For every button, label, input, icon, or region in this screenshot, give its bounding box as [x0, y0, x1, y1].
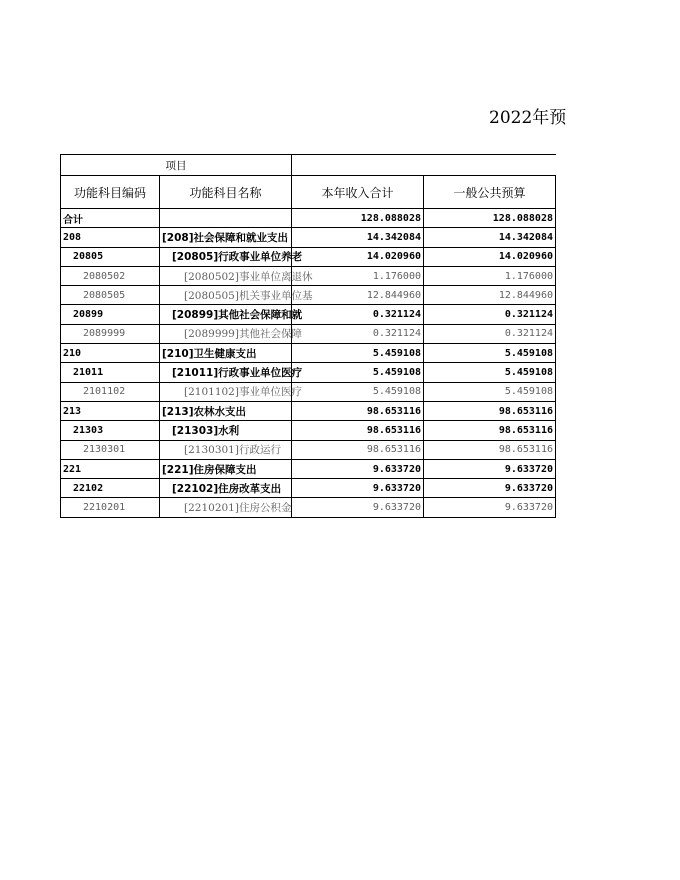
row-general-cell: 98.653116	[424, 440, 556, 459]
table-row	[61, 209, 556, 228]
table-row	[61, 286, 556, 305]
table-row	[61, 363, 556, 382]
row-code-cell: 20805	[61, 247, 160, 266]
row-general-cell: 9.633720	[424, 498, 556, 517]
row-total-cell: 5.459108	[292, 382, 424, 401]
row-code-cell: 2130301	[61, 440, 160, 459]
col-header-code: 功能科目编码	[61, 176, 160, 209]
group-header-blank	[292, 155, 556, 176]
col-header-name: 功能科目名称	[160, 176, 292, 209]
row-total-cell: 14.342084	[292, 228, 424, 247]
row-general-cell: 98.653116	[424, 421, 556, 440]
row-general-cell: 0.321124	[424, 305, 556, 324]
row-code-cell: 208	[61, 228, 160, 247]
row-general-cell: 128.088028	[424, 209, 556, 228]
table-row	[61, 305, 556, 324]
row-total-cell: 0.321124	[292, 324, 424, 343]
row-name-cell: [221]住房保障支出	[160, 459, 292, 478]
row-total-cell: 5.459108	[292, 363, 424, 382]
table-row	[61, 266, 556, 285]
table-row	[61, 401, 556, 420]
row-code-cell: 210	[61, 344, 160, 363]
row-total-cell: 14.020960	[292, 247, 424, 266]
table-row	[61, 247, 556, 266]
column-header-row	[61, 176, 556, 209]
col-header-total: 本年收入合计	[292, 176, 424, 209]
row-code-cell: 22102	[61, 479, 160, 498]
row-name-cell: [22102]住房改革支出	[160, 479, 292, 498]
row-name-cell: [21011]行政事业单位医疗	[160, 363, 292, 382]
row-name-cell: [20805]行政事业单位养老	[160, 247, 292, 266]
row-name-cell: [208]社会保障和就业支出	[160, 228, 292, 247]
row-general-cell: 12.844960	[424, 286, 556, 305]
row-code-cell: 21303	[61, 421, 160, 440]
row-general-cell: 5.459108	[424, 382, 556, 401]
row-code-cell: 21011	[61, 363, 160, 382]
row-name-cell: [2089999]其他社会保障	[160, 324, 292, 343]
row-general-cell: 5.459108	[424, 344, 556, 363]
row-total-cell: 128.088028	[292, 209, 424, 228]
table-row	[61, 421, 556, 440]
row-general-cell: 5.459108	[424, 363, 556, 382]
row-general-cell: 14.020960	[424, 247, 556, 266]
budget-table	[60, 154, 556, 518]
row-total-cell: 1.176000	[292, 266, 424, 285]
row-general-cell: 9.633720	[424, 479, 556, 498]
row-name-cell: [21303]水利	[160, 421, 292, 440]
row-general-cell: 14.342084	[424, 228, 556, 247]
row-code-cell: 2089999	[61, 324, 160, 343]
row-code-cell: 2080502	[61, 266, 160, 285]
row-name-cell: [2080502]事业单位离退休	[160, 266, 292, 285]
row-code-cell: 221	[61, 459, 160, 478]
row-total-cell: 12.844960	[292, 286, 424, 305]
row-code-cell: 20899	[61, 305, 160, 324]
row-general-cell: 1.176000	[424, 266, 556, 285]
row-total-cell: 9.633720	[292, 479, 424, 498]
table-body	[61, 155, 556, 518]
row-name-cell: [2210201]住房公积金	[160, 498, 292, 517]
row-name-cell: [2101102]事业单位医疗	[160, 382, 292, 401]
row-total-cell: 0.321124	[292, 305, 424, 324]
group-header-row	[61, 155, 556, 176]
row-general-cell: 98.653116	[424, 401, 556, 420]
table-row	[61, 382, 556, 401]
row-total-cell: 98.653116	[292, 440, 424, 459]
row-total-cell: 9.633720	[292, 459, 424, 478]
table-row	[61, 228, 556, 247]
row-general-cell: 0.321124	[424, 324, 556, 343]
row-total-cell: 5.459108	[292, 344, 424, 363]
row-general-cell: 9.633720	[424, 459, 556, 478]
table-row	[61, 344, 556, 363]
report-title: 2022年预	[489, 108, 567, 128]
col-header-general: 一般公共预算	[424, 176, 556, 209]
row-code-cell: 2210201	[61, 498, 160, 517]
row-name-cell: [20899]其他社会保障和就	[160, 305, 292, 324]
row-name-cell: [2080505]机关事业单位基	[160, 286, 292, 305]
group-header-project: 项目	[61, 155, 292, 176]
row-code-cell: 2101102	[61, 382, 160, 401]
row-name-cell: [2130301]行政运行	[160, 440, 292, 459]
row-total-cell: 98.653116	[292, 421, 424, 440]
row-code-cell: 合计	[61, 209, 160, 228]
row-code-cell: 213	[61, 401, 160, 420]
table-row	[61, 459, 556, 478]
table-row	[61, 498, 556, 517]
table-row	[61, 479, 556, 498]
row-name-cell: [213]农林水支出	[160, 401, 292, 420]
row-name-cell	[160, 209, 292, 228]
table-row	[61, 440, 556, 459]
row-total-cell: 9.633720	[292, 498, 424, 517]
row-code-cell: 2080505	[61, 286, 160, 305]
row-total-cell: 98.653116	[292, 401, 424, 420]
row-name-cell: [210]卫生健康支出	[160, 344, 292, 363]
table-row	[61, 324, 556, 343]
